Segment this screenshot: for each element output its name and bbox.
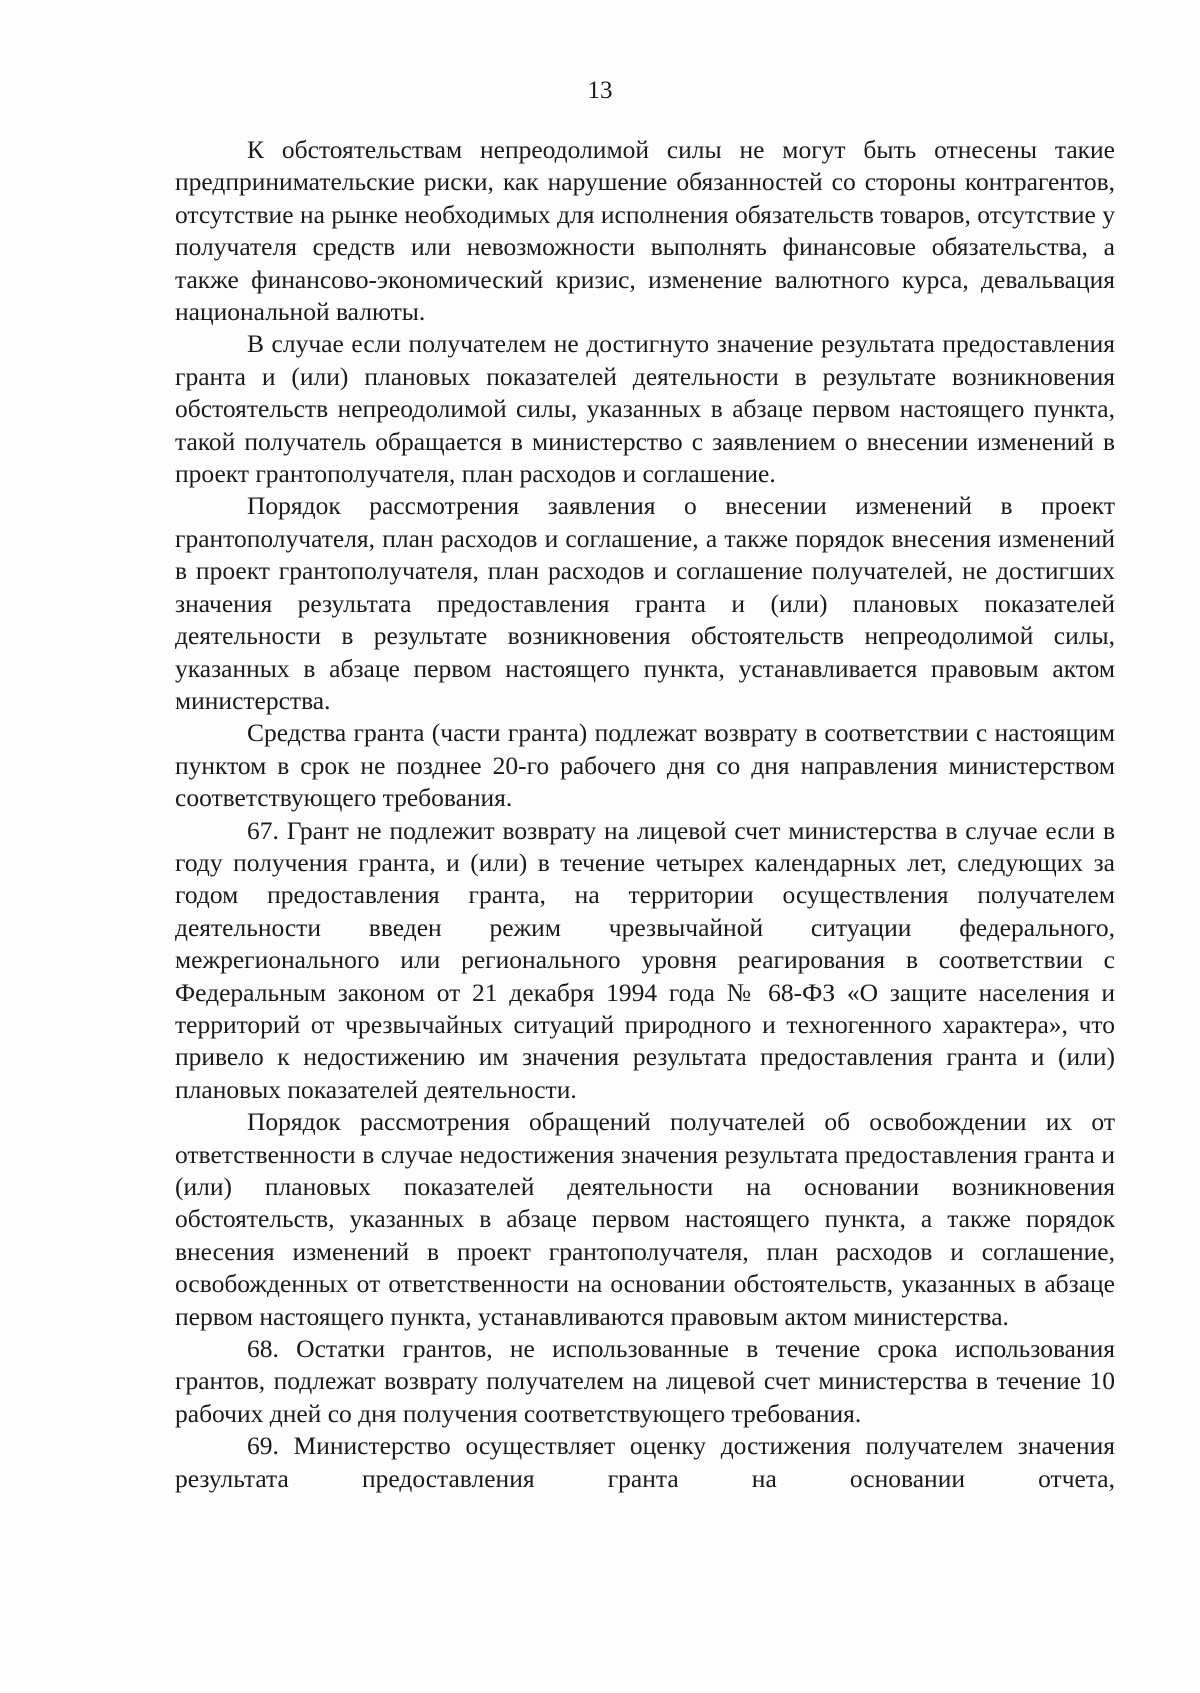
paragraph-item-69: 69. Министерство осуществляет оценку достижения получателем значения результата предоставления гранта на основании отчета,: [175, 1431, 1115, 1493]
page-number: 13: [587, 77, 613, 104]
paragraph-grant-return-deadline: Средства гранта (части гранта) подлежат возврату в соответствии с настоящим пунктом в срок не позднее 20-го рабочего дня со дня направления министерством соответствующего требования.: [175, 718, 1115, 813]
paragraph-item-68: 68. Остатки грантов, не использованные в течение срока использования грантов, подлежат возврату получателем на лицевой счет министерства в течение 10 рабочих дней со дня получения соответствующего требования.: [175, 1334, 1115, 1428]
paragraph-item-67: 67. Грант не подлежит возврату на лицевой счет министерства в случае если в году получения гранта, и (или) в течение четырех календарных лет, следующих за годом предоставления гранта, на территории осуществления получателем деятельности введен режим чрезвычайной ситуации федерального, межрегионального или регионального уровня реагирования в соответствии с Федеральным законом от 21 декабря 1994 года № 68-ФЗ «О защите населения и территорий от чрезвычайных ситуаций природного и техногенного характера», что привело к недостижению им значения результата предоставления гранта и (или) плановых показателей деятельности.: [175, 815, 1115, 1104]
paragraph-liability-exemption-procedure: Порядок рассмотрения обращений получателей об освобождении их от ответственности в случае недостижения значения результата предоставления гранта и (или) плановых показателей деятельности на основании возникновения обстоятельств, указанных в абзаце первом настоящего пункта, а также порядок внесения изменений в проект грантополучателя, план расходов и соглашение, освобожденных от ответственности на основании обстоятельств, указанных в абзаце первом настоящего пункта, устанавливаются правовым актом министерства.: [175, 1107, 1115, 1331]
document-body: [175, 134, 1115, 1495]
paragraph-review-procedure: Порядок рассмотрения заявления о внесении изменений в проект грантополучателя, план расходов и соглашение, а также порядок внесения изменений в проект грантополучателя, план расходов и соглашение получателей, не достигших значения результата предоставления гранта и (или) плановых показателей деятельности в результате возникновения обстоятельств непреодолимой силы, указанных в абзаце первом настоящего пункта, устанавливается правовым актом министерства.: [175, 491, 1115, 715]
paragraph-application-for-changes: В случае если получателем не достигнуто значение результата предоставления гранта и (или) плановых показателей деятельности в результате возникновения обстоятельств непреодолимой силы, указанных в абзаце первом настоящего пункта, такой получатель обращается в министерство с заявлением о внесении изменений в проект грантополучателя, план расходов и соглашение.: [175, 329, 1115, 489]
paragraph-force-majeure-exclusions: К обстоятельствам непреодолимой силы не могут быть отнесены такие предпринимательские риски, как нарушение обязанностей со стороны контрагентов, отсутствие на рынке необходимых для исполнения обязательств товаров, отсутствие у получателя средств или невозможности выполнять финансовые обязательства, а также финансово-экономический кризис, изменение валютного курса, девальвация национальной валюты.: [175, 135, 1115, 327]
